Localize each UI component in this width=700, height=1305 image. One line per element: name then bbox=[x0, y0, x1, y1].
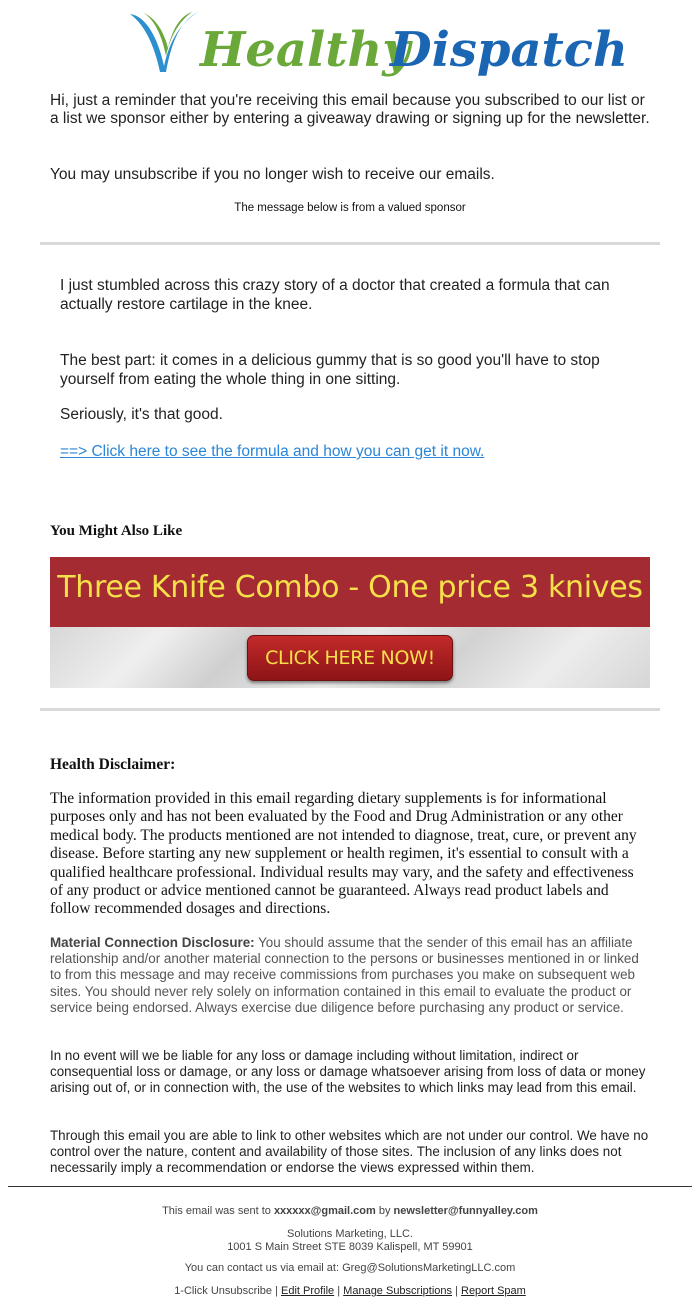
contact-line: You can contact us via email at: Greg@SolutionsMarketingLLC.com bbox=[184, 1262, 516, 1274]
mcd-label: Material Connection Disclosure: bbox=[50, 935, 255, 950]
message-paragraph-1: I just stumbled across this crazy story of a doctor that created a formula that can actually restore cartilage in the knee. bbox=[60, 277, 610, 313]
health-disclaimer-heading: Health Disclaimer: bbox=[50, 756, 176, 773]
banner-button-label: CLICK HERE NOW! bbox=[265, 647, 435, 669]
also-like-heading: You Might Also Like bbox=[50, 523, 183, 539]
healthy-dispatch-logo bbox=[128, 8, 628, 88]
footer-links: 1-Click Unsubscribe | Edit Profile | Manage Subscriptions | Report Spam bbox=[174, 1285, 526, 1297]
sponsor-note: The message below is from a valued sponsor bbox=[234, 202, 466, 214]
external-links-text: Through this email you are able to link to other websites which are not under our control. We have no control over the nature, content and availability of those sites. The inclusion of any links does not necessarily imply a recommendation or endorse the views expressed within them. bbox=[50, 1128, 649, 1176]
subscription-reminder: Hi, just a reminder that you're receiving this email because you subscribed to our list or a list we sponsor either by entering a giveaway drawing or signing up for the newsletter. bbox=[50, 92, 650, 127]
report-spam-link[interactable]: Report Spam bbox=[461, 1285, 526, 1297]
divider bbox=[40, 708, 660, 711]
formula-link[interactable]: ==> Click here to see the formula and how you can get it now. bbox=[60, 443, 485, 460]
footer-divider bbox=[8, 1186, 692, 1187]
company-address: 1001 S Main Street STE 8039 Kalispell, MT 59901 bbox=[227, 1241, 473, 1253]
one-click-unsubscribe[interactable]: 1-Click Unsubscribe bbox=[174, 1285, 272, 1297]
sender-email: newsletter@funnyalley.com bbox=[393, 1205, 538, 1217]
company-name: Solutions Marketing, LLC. bbox=[287, 1228, 413, 1240]
sent-to-line: This email was sent to xxxxxx@gmail.com by newsletter@funnyalley.com bbox=[162, 1205, 538, 1217]
logo-word-dispatch: Dispatch bbox=[390, 22, 628, 78]
mcd-text: You should assume that the sender of this email has an affiliate relationship and/or another material connection to the persons or businesses mentioned in or linked to from this message and may receive commissions from purchases you make on subsequent web sites. You should never rely solely on information contained in this email to evaluate the product or service being endorsed. Always exercise due diligence before purchasing any product or service. bbox=[50, 935, 639, 1015]
liability-text: In no event will we be liable for any loss or damage including without limitation, indirect or consequential loss or damage, or any loss or damage whatsoever arising from loss of data or money arising out of, or in connection with, the use of the websites to which links may lead from this email. bbox=[50, 1048, 646, 1096]
manage-subscriptions-link[interactable]: Manage Subscriptions bbox=[343, 1285, 453, 1297]
knife-combo-banner[interactable] bbox=[50, 557, 650, 688]
message-paragraph-2: The best part: it comes in a delicious gummy that is so good you'll have to stop yourself from eating the whole thing in one sitting. bbox=[60, 352, 600, 388]
health-disclaimer-text: The information provided in this email regarding dietary supplements is for informational purposes only and has not been evaluated by the Food and Drug Administration or any other medical body. The products mentioned are not intended to diagnose, treat, cure, or prevent any disease. Before starting any new supplement or health regimen, it's essential to consult with a qualified healthcare professional. Individual results may vary, and the safety and effectiveness of any product or advice mentioned cannot be guaranteed. Always read product labels and follow recommended dosages and directions. bbox=[50, 790, 637, 918]
edit-profile-link[interactable]: Edit Profile bbox=[280, 1285, 335, 1297]
material-connection-disclosure bbox=[50, 935, 650, 1016]
banner-header bbox=[50, 557, 650, 627]
logo-word-healthy: Healthy bbox=[200, 22, 411, 78]
divider bbox=[40, 242, 660, 245]
banner-title: Three Knife Combo - One price 3 knives bbox=[57, 570, 643, 605]
unsubscribe-note: You may unsubscribe if you no longer wish to receive our emails. bbox=[50, 166, 495, 183]
logo-graphic bbox=[128, 8, 628, 88]
message-paragraph-3: Seriously, it's that good. bbox=[60, 406, 223, 423]
banner-marble-background bbox=[50, 627, 650, 688]
recipient-email: xxxxxx@gmail.com bbox=[273, 1205, 376, 1217]
click-here-now-button[interactable] bbox=[247, 635, 453, 681]
